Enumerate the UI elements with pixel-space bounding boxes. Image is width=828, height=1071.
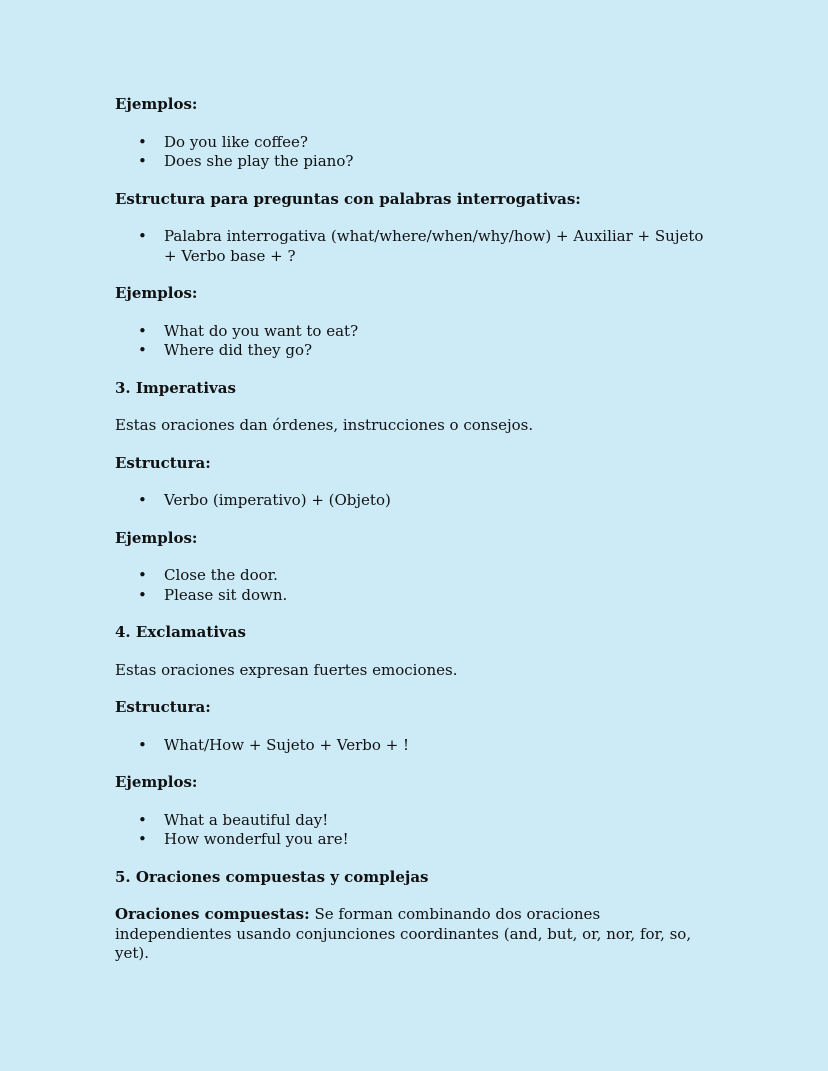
bullet-icon: •	[138, 341, 147, 359]
list-item: • How wonderful you are!	[138, 830, 349, 848]
ejemplos-heading: Ejemplos:	[115, 528, 198, 547]
list-item: • Do you like coffee?	[138, 132, 308, 151]
compuestas-text: Se forman combinando dos oraciones independientes usando conjunciones coordinantes (and, but, or, nor, for, so, yet).	[115, 905, 692, 962]
estructura-heading: Estructura:	[115, 698, 211, 716]
list-item: • Verbo (imperativo) + (Objeto)	[138, 491, 391, 509]
ejemplos-heading: Ejemplos:	[115, 284, 198, 302]
list-item: • Does she play the piano?	[138, 152, 354, 170]
ejemplos-list	[115, 322, 705, 361]
estructura-interrogativas-heading: Estructura para preguntas con palabras interrogativas:	[115, 189, 581, 208]
compuestas-label: Oraciones compuestas:	[115, 905, 310, 923]
ejemplos-list	[115, 566, 705, 605]
bullet-icon: •	[138, 735, 147, 754]
bullet-icon: •	[138, 585, 147, 604]
bullet-icon: •	[138, 152, 147, 170]
estructura-list	[115, 736, 705, 756]
list-item: • What a beautiful day!	[138, 810, 329, 829]
bullet-icon: •	[138, 132, 147, 151]
list-item: • Close the door.	[138, 566, 278, 584]
list-item: • Palabra interrogativa (what/where/when/why/how) + Auxiliar + Sujeto + Verbo base + ?	[138, 227, 704, 265]
estructura-interrogativas-list	[115, 227, 705, 266]
ejemplos-heading: Ejemplos:	[115, 95, 198, 113]
bullet-icon: •	[138, 227, 147, 245]
estructura-list	[115, 491, 705, 511]
section-heading-imperativas: 3. Imperativas	[115, 378, 236, 397]
bullet-icon: •	[138, 566, 147, 584]
ejemplos-list	[115, 133, 705, 172]
ejemplos-heading: Ejemplos:	[115, 773, 198, 791]
list-item: • What/How + Sujeto + Verbo + !	[138, 735, 410, 754]
bullet-icon: •	[138, 491, 147, 509]
compuestas-paragraph	[115, 905, 705, 964]
list-item: • Where did they go?	[138, 341, 313, 359]
imperativas-description: Estas oraciones dan órdenes, instrucciones o consejos.	[115, 416, 534, 434]
bullet-icon: •	[138, 810, 147, 829]
section-heading-exclamativas: 4. Exclamativas	[115, 623, 246, 641]
list-item: • What do you want to eat?	[138, 321, 359, 340]
bullet-icon: •	[138, 321, 147, 340]
ejemplos-list	[115, 811, 705, 850]
list-item: • Please sit down.	[138, 585, 288, 604]
estructura-heading: Estructura:	[115, 453, 211, 472]
exclamativas-description: Estas oraciones expresan fuertes emociones.	[115, 660, 458, 679]
document-content	[115, 95, 705, 982]
section-heading-compuestas: 5. Oraciones compuestas y complejas	[115, 867, 429, 886]
bullet-icon: •	[138, 830, 147, 848]
